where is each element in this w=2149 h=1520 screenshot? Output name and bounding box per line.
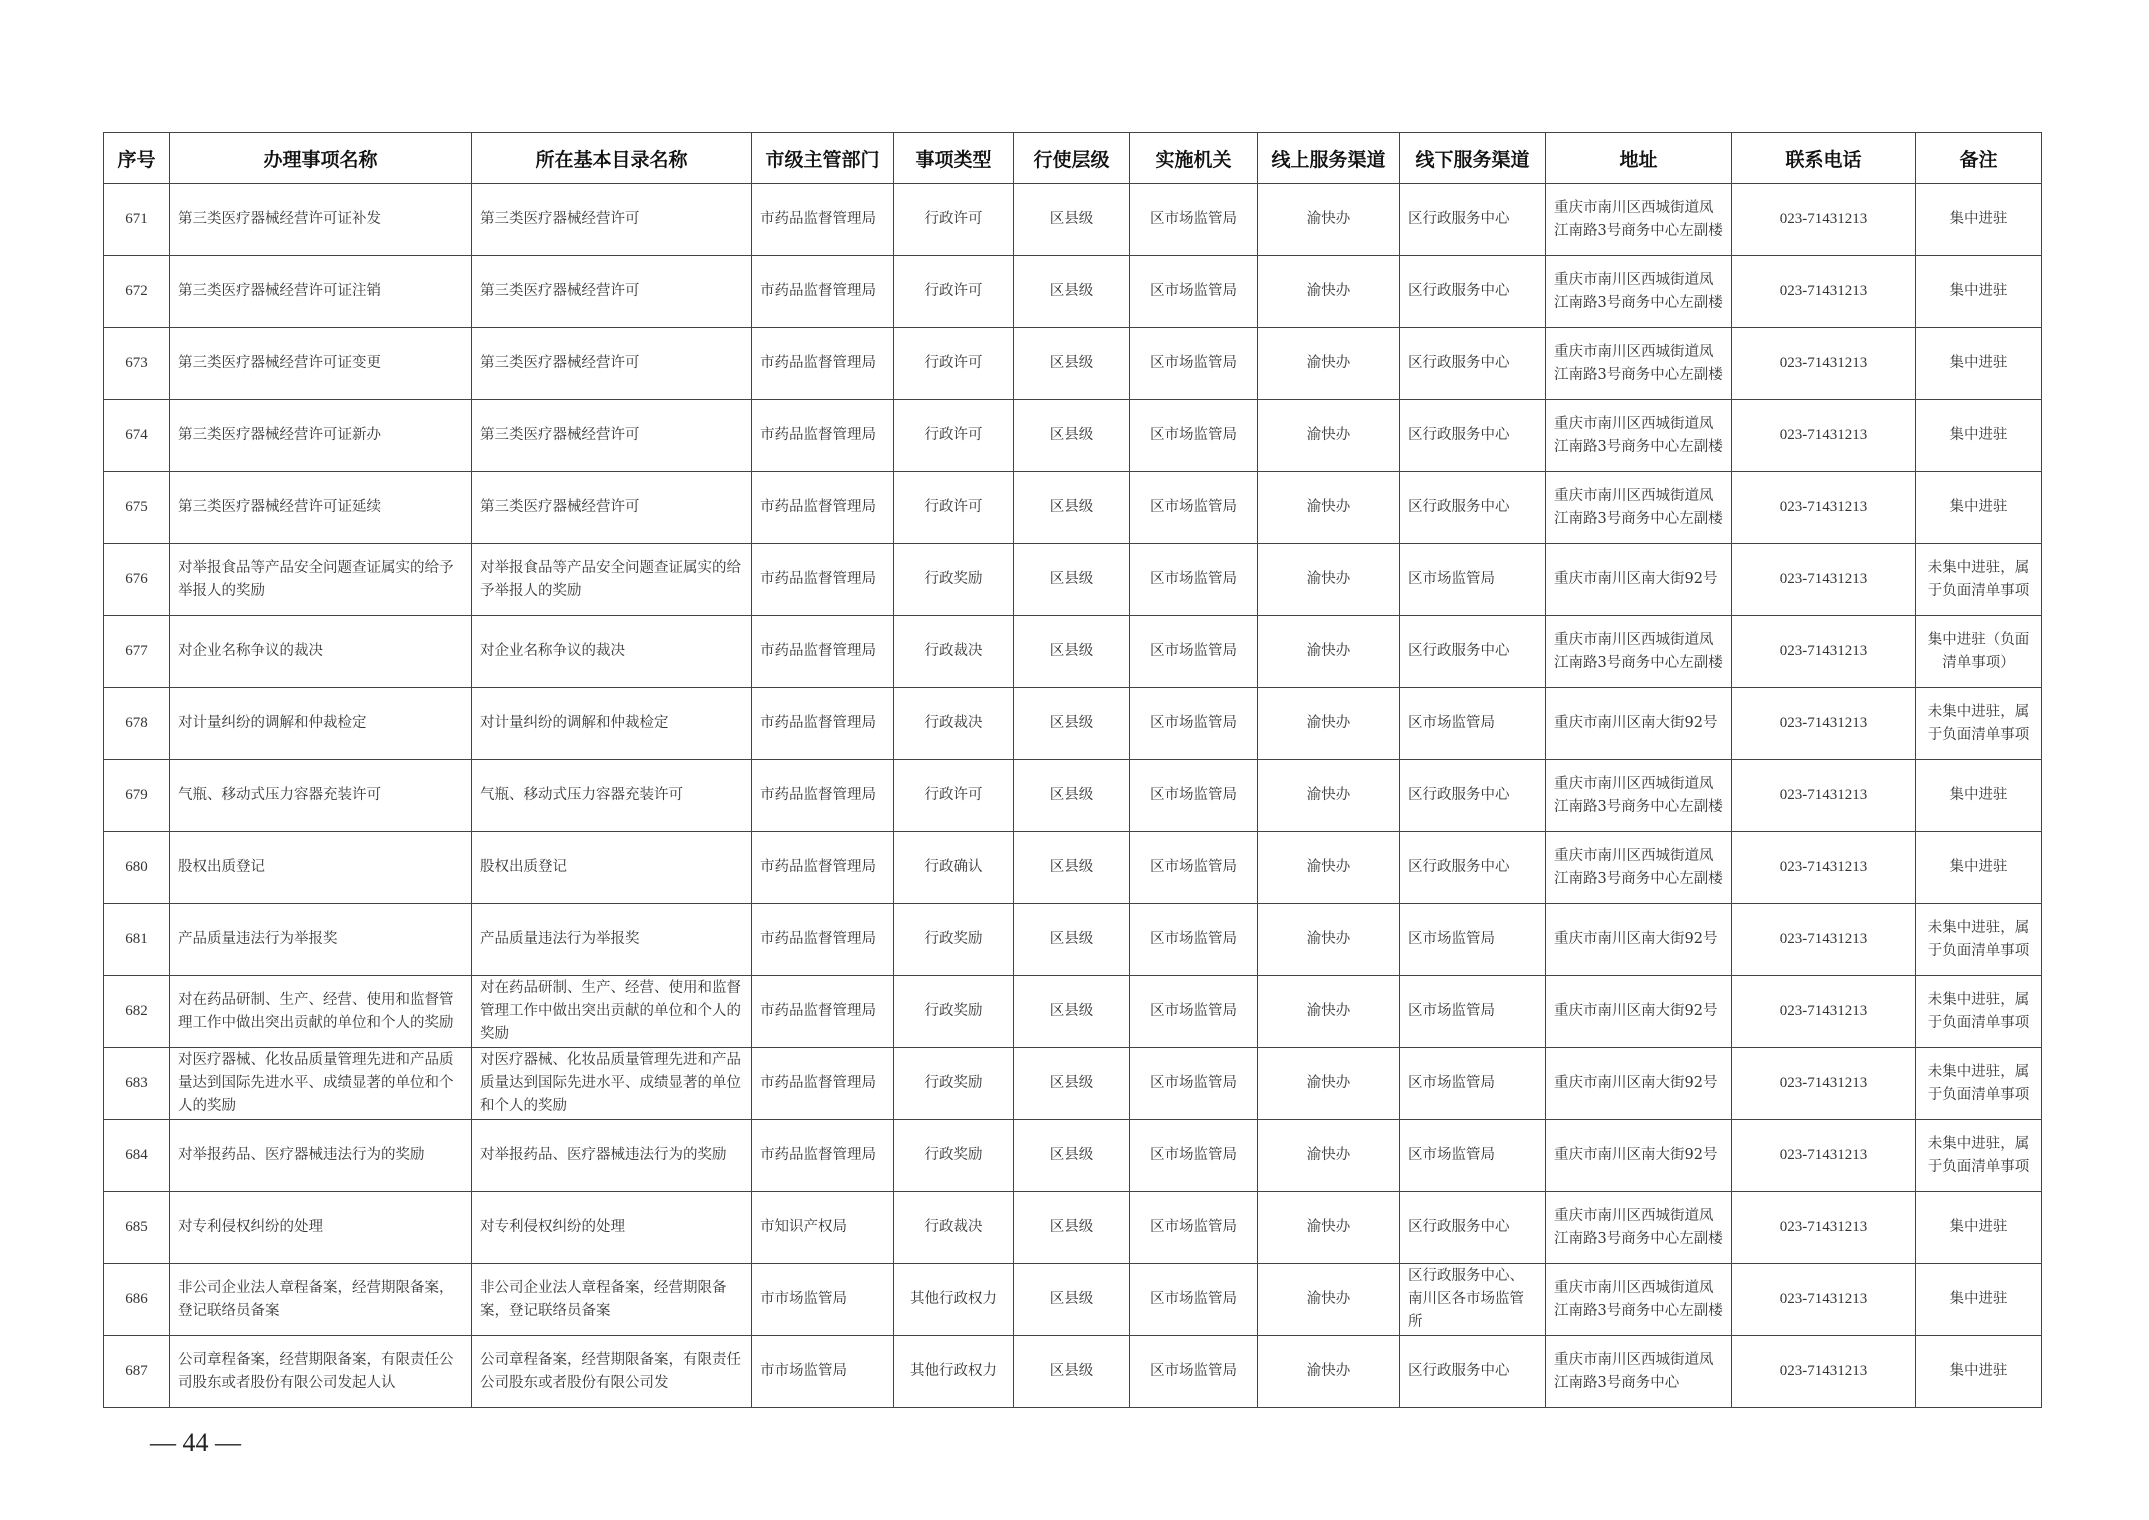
table-row [104, 760, 2042, 832]
cell-remarks: 未集中进驻，属于负面清单事项 [1916, 688, 2042, 760]
table-row [104, 400, 2042, 472]
cell-remarks: 集中进驻 [1916, 400, 2042, 472]
cell-online-channel: 渝快办 [1258, 832, 1400, 904]
cell-item-type: 行政确认 [894, 832, 1014, 904]
cell-seq-no: 671 [104, 184, 170, 256]
column-header-online-channel: 线上服务渠道 [1258, 133, 1400, 184]
cell-seq-no: 685 [104, 1192, 170, 1264]
cell-exercise-level: 区县级 [1014, 544, 1130, 616]
cell-city-department: 市药品监督管理局 [752, 1120, 894, 1192]
cell-exercise-level: 区县级 [1014, 832, 1130, 904]
cell-address: 重庆市南川区西城街道凤江南路3号商务中心左副楼 [1546, 184, 1732, 256]
cell-implementing-agency: 区市场监管局 [1130, 616, 1258, 688]
cell-phone: 023-71431213 [1732, 400, 1916, 472]
cell-remarks: 集中进驻 [1916, 1264, 2042, 1336]
cell-catalog-name: 对举报食品等产品安全问题查证属实的给予举报人的奖励 [472, 544, 752, 616]
cell-city-department: 市药品监督管理局 [752, 544, 894, 616]
table-row [104, 832, 2042, 904]
cell-catalog-name: 对举报药品、医疗器械违法行为的奖励 [472, 1120, 752, 1192]
cell-address: 重庆市南川区西城街道凤江南路3号商务中心左副楼 [1546, 472, 1732, 544]
cell-remarks: 集中进驻 [1916, 256, 2042, 328]
table-row [104, 976, 2042, 1048]
cell-exercise-level: 区县级 [1014, 1120, 1130, 1192]
cell-implementing-agency: 区市场监管局 [1130, 1336, 1258, 1408]
cell-city-department: 市药品监督管理局 [752, 1048, 894, 1120]
cell-implementing-agency: 区市场监管局 [1130, 760, 1258, 832]
cell-remarks: 集中进驻 [1916, 760, 2042, 832]
cell-city-department: 市药品监督管理局 [752, 184, 894, 256]
header-row [104, 133, 2042, 184]
cell-implementing-agency: 区市场监管局 [1130, 1192, 1258, 1264]
cell-item-name: 对举报药品、医疗器械违法行为的奖励 [170, 1120, 472, 1192]
cell-address: 重庆市南川区南大街92号 [1546, 1048, 1732, 1120]
cell-remarks: 未集中进驻，属于负面清单事项 [1916, 1120, 2042, 1192]
cell-exercise-level: 区县级 [1014, 1336, 1130, 1408]
cell-item-name: 第三类医疗器械经营许可证注销 [170, 256, 472, 328]
cell-exercise-level: 区县级 [1014, 1048, 1130, 1120]
cell-item-name: 对举报食品等产品安全问题查证属实的给予举报人的奖励 [170, 544, 472, 616]
cell-offline-channel: 区行政服务中心 [1400, 1192, 1546, 1264]
cell-catalog-name: 第三类医疗器械经营许可 [472, 256, 752, 328]
cell-seq-no: 681 [104, 904, 170, 976]
cell-city-department: 市药品监督管理局 [752, 472, 894, 544]
cell-address: 重庆市南川区西城街道凤江南路3号商务中心左副楼 [1546, 400, 1732, 472]
cell-exercise-level: 区县级 [1014, 1192, 1130, 1264]
cell-remarks: 集中进驻 [1916, 1336, 2042, 1408]
cell-online-channel: 渝快办 [1258, 544, 1400, 616]
cell-implementing-agency: 区市场监管局 [1130, 256, 1258, 328]
cell-address: 重庆市南川区南大街92号 [1546, 904, 1732, 976]
cell-offline-channel: 区行政服务中心 [1400, 1336, 1546, 1408]
cell-seq-no: 675 [104, 472, 170, 544]
cell-online-channel: 渝快办 [1258, 688, 1400, 760]
cell-implementing-agency: 区市场监管局 [1130, 904, 1258, 976]
cell-offline-channel: 区市场监管局 [1400, 976, 1546, 1048]
cell-phone: 023-71431213 [1732, 616, 1916, 688]
cell-city-department: 市药品监督管理局 [752, 400, 894, 472]
cell-address: 重庆市南川区西城街道凤江南路3号商务中心左副楼 [1546, 256, 1732, 328]
cell-implementing-agency: 区市场监管局 [1130, 544, 1258, 616]
cell-exercise-level: 区县级 [1014, 184, 1130, 256]
cell-phone: 023-71431213 [1732, 1192, 1916, 1264]
cell-item-name: 非公司企业法人章程备案，经营期限备案，登记联络员备案 [170, 1264, 472, 1336]
cell-item-name: 第三类医疗器械经营许可证补发 [170, 184, 472, 256]
table-row [104, 1336, 2042, 1408]
cell-item-name: 气瓶、移动式压力容器充装许可 [170, 760, 472, 832]
cell-catalog-name: 产品质量违法行为举报奖 [472, 904, 752, 976]
cell-online-channel: 渝快办 [1258, 1048, 1400, 1120]
cell-catalog-name: 对计量纠纷的调解和仲裁检定 [472, 688, 752, 760]
cell-seq-no: 677 [104, 616, 170, 688]
cell-phone: 023-71431213 [1732, 184, 1916, 256]
cell-implementing-agency: 区市场监管局 [1130, 184, 1258, 256]
cell-offline-channel: 区市场监管局 [1400, 1048, 1546, 1120]
cell-online-channel: 渝快办 [1258, 1336, 1400, 1408]
cell-phone: 023-71431213 [1732, 256, 1916, 328]
cell-item-type: 行政奖励 [894, 1120, 1014, 1192]
cell-city-department: 市药品监督管理局 [752, 256, 894, 328]
column-header-catalog-name: 所在基本目录名称 [472, 133, 752, 184]
cell-item-type: 行政奖励 [894, 976, 1014, 1048]
cell-phone: 023-71431213 [1732, 904, 1916, 976]
cell-offline-channel: 区行政服务中心 [1400, 400, 1546, 472]
page-number: — 44 — [150, 1428, 241, 1457]
cell-item-type: 行政许可 [894, 256, 1014, 328]
cell-exercise-level: 区县级 [1014, 400, 1130, 472]
cell-city-department: 市药品监督管理局 [752, 832, 894, 904]
cell-seq-no: 674 [104, 400, 170, 472]
table-body [104, 184, 2042, 1408]
column-header-item-name: 办理事项名称 [170, 133, 472, 184]
cell-remarks: 未集中进驻，属于负面清单事项 [1916, 976, 2042, 1048]
column-header-exercise-level: 行使层级 [1014, 133, 1130, 184]
cell-exercise-level: 区县级 [1014, 1264, 1130, 1336]
cell-online-channel: 渝快办 [1258, 976, 1400, 1048]
table-row [104, 1048, 2042, 1120]
cell-offline-channel: 区行政服务中心 [1400, 832, 1546, 904]
cell-city-department: 市药品监督管理局 [752, 760, 894, 832]
cell-offline-channel: 区行政服务中心 [1400, 256, 1546, 328]
cell-item-name: 对企业名称争议的裁决 [170, 616, 472, 688]
cell-address: 重庆市南川区南大街92号 [1546, 688, 1732, 760]
table-row [104, 1264, 2042, 1336]
cell-implementing-agency: 区市场监管局 [1130, 328, 1258, 400]
cell-address: 重庆市南川区西城街道凤江南路3号商务中心左副楼 [1546, 760, 1732, 832]
cell-catalog-name: 非公司企业法人章程备案，经营期限备案，登记联络员备案 [472, 1264, 752, 1336]
cell-remarks: 未集中进驻，属于负面清单事项 [1916, 1048, 2042, 1120]
cell-catalog-name: 气瓶、移动式压力容器充装许可 [472, 760, 752, 832]
cell-seq-no: 682 [104, 976, 170, 1048]
cell-item-type: 行政许可 [894, 472, 1014, 544]
cell-item-type: 行政奖励 [894, 904, 1014, 976]
cell-item-type: 行政许可 [894, 760, 1014, 832]
cell-seq-no: 676 [104, 544, 170, 616]
cell-seq-no: 687 [104, 1336, 170, 1408]
cell-exercise-level: 区县级 [1014, 472, 1130, 544]
column-header-offline-channel: 线下服务渠道 [1400, 133, 1546, 184]
cell-exercise-level: 区县级 [1014, 328, 1130, 400]
cell-phone: 023-71431213 [1732, 688, 1916, 760]
cell-city-department: 市药品监督管理局 [752, 616, 894, 688]
cell-item-type: 行政许可 [894, 184, 1014, 256]
cell-offline-channel: 区市场监管局 [1400, 544, 1546, 616]
cell-remarks: 集中进驻 [1916, 184, 2042, 256]
cell-remarks: 集中进驻 [1916, 472, 2042, 544]
cell-offline-channel: 区市场监管局 [1400, 688, 1546, 760]
table-row [104, 616, 2042, 688]
cell-offline-channel: 区市场监管局 [1400, 904, 1546, 976]
service-items-table-wrapper [103, 132, 2041, 1408]
cell-phone: 023-71431213 [1732, 1120, 1916, 1192]
cell-implementing-agency: 区市场监管局 [1130, 400, 1258, 472]
cell-item-name: 对在药品研制、生产、经营、使用和监督管理工作中做出突出贡献的单位和个人的奖励 [170, 976, 472, 1048]
cell-remarks: 未集中进驻，属于负面清单事项 [1916, 904, 2042, 976]
cell-address: 重庆市南川区南大街92号 [1546, 544, 1732, 616]
cell-phone: 023-71431213 [1732, 328, 1916, 400]
cell-catalog-name: 公司章程备案，经营期限备案，有限责任公司股东或者股份有限公司发 [472, 1336, 752, 1408]
cell-offline-channel: 区行政服务中心 [1400, 328, 1546, 400]
table-row [104, 328, 2042, 400]
table-header [104, 133, 2042, 184]
cell-item-name: 股权出质登记 [170, 832, 472, 904]
cell-item-type: 其他行政权力 [894, 1264, 1014, 1336]
cell-remarks: 集中进驻 [1916, 832, 2042, 904]
cell-remarks: 集中进驻 [1916, 1192, 2042, 1264]
cell-city-department: 市药品监督管理局 [752, 688, 894, 760]
cell-catalog-name: 股权出质登记 [472, 832, 752, 904]
cell-online-channel: 渝快办 [1258, 1192, 1400, 1264]
cell-city-department: 市知识产权局 [752, 1192, 894, 1264]
cell-item-type: 行政奖励 [894, 1048, 1014, 1120]
cell-item-type: 其他行政权力 [894, 1336, 1014, 1408]
cell-exercise-level: 区县级 [1014, 976, 1130, 1048]
cell-address: 重庆市南川区西城街道凤江南路3号商务中心 [1546, 1336, 1732, 1408]
cell-item-type: 行政裁决 [894, 1192, 1014, 1264]
cell-implementing-agency: 区市场监管局 [1130, 1048, 1258, 1120]
cell-offline-channel: 区市场监管局 [1400, 1120, 1546, 1192]
cell-remarks: 集中进驻 [1916, 328, 2042, 400]
cell-item-name: 对专利侵权纠纷的处理 [170, 1192, 472, 1264]
cell-phone: 023-71431213 [1732, 760, 1916, 832]
cell-exercise-level: 区县级 [1014, 616, 1130, 688]
table-row [104, 472, 2042, 544]
cell-seq-no: 684 [104, 1120, 170, 1192]
cell-exercise-level: 区县级 [1014, 688, 1130, 760]
cell-item-type: 行政裁决 [894, 616, 1014, 688]
cell-online-channel: 渝快办 [1258, 760, 1400, 832]
cell-seq-no: 683 [104, 1048, 170, 1120]
table-row [104, 256, 2042, 328]
table-row [104, 1120, 2042, 1192]
cell-city-department: 市药品监督管理局 [752, 904, 894, 976]
cell-implementing-agency: 区市场监管局 [1130, 832, 1258, 904]
cell-address: 重庆市南川区西城街道凤江南路3号商务中心左副楼 [1546, 1192, 1732, 1264]
cell-implementing-agency: 区市场监管局 [1130, 472, 1258, 544]
cell-seq-no: 678 [104, 688, 170, 760]
cell-city-department: 市药品监督管理局 [752, 976, 894, 1048]
cell-remarks: 未集中进驻，属于负面清单事项 [1916, 544, 2042, 616]
cell-phone: 023-71431213 [1732, 1264, 1916, 1336]
cell-online-channel: 渝快办 [1258, 328, 1400, 400]
cell-offline-channel: 区行政服务中心 [1400, 760, 1546, 832]
cell-exercise-level: 区县级 [1014, 904, 1130, 976]
cell-item-name: 公司章程备案，经营期限备案，有限责任公司股东或者股份有限公司发起人认 [170, 1336, 472, 1408]
cell-catalog-name: 对专利侵权纠纷的处理 [472, 1192, 752, 1264]
cell-phone: 023-71431213 [1732, 976, 1916, 1048]
table-row [104, 184, 2042, 256]
cell-seq-no: 672 [104, 256, 170, 328]
cell-offline-channel: 区行政服务中心 [1400, 616, 1546, 688]
column-header-seq-no: 序号 [104, 133, 170, 184]
column-header-remarks: 备注 [1916, 133, 2042, 184]
cell-catalog-name: 第三类医疗器械经营许可 [472, 184, 752, 256]
cell-online-channel: 渝快办 [1258, 1264, 1400, 1336]
cell-implementing-agency: 区市场监管局 [1130, 1120, 1258, 1192]
table-row [104, 1192, 2042, 1264]
cell-address: 重庆市南川区南大街92号 [1546, 976, 1732, 1048]
cell-item-type: 行政许可 [894, 328, 1014, 400]
cell-catalog-name: 第三类医疗器械经营许可 [472, 472, 752, 544]
cell-address: 重庆市南川区西城街道凤江南路3号商务中心左副楼 [1546, 1264, 1732, 1336]
cell-item-type: 行政许可 [894, 400, 1014, 472]
column-header-city-department: 市级主管部门 [752, 133, 894, 184]
cell-city-department: 市市场监管局 [752, 1264, 894, 1336]
cell-online-channel: 渝快办 [1258, 616, 1400, 688]
cell-item-name: 对计量纠纷的调解和仲裁检定 [170, 688, 472, 760]
cell-item-name: 对医疗器械、化妆品质量管理先进和产品质量达到国际先进水平、成绩显著的单位和个人的奖励 [170, 1048, 472, 1120]
cell-online-channel: 渝快办 [1258, 904, 1400, 976]
cell-catalog-name: 对在药品研制、生产、经营、使用和监督管理工作中做出突出贡献的单位和个人的奖励 [472, 976, 752, 1048]
cell-item-name: 产品质量违法行为举报奖 [170, 904, 472, 976]
cell-seq-no: 679 [104, 760, 170, 832]
cell-catalog-name: 第三类医疗器械经营许可 [472, 328, 752, 400]
cell-offline-channel: 区行政服务中心 [1400, 184, 1546, 256]
cell-online-channel: 渝快办 [1258, 472, 1400, 544]
cell-offline-channel: 区行政服务中心、南川区各市场监管所 [1400, 1264, 1546, 1336]
cell-phone: 023-71431213 [1732, 832, 1916, 904]
cell-phone: 023-71431213 [1732, 544, 1916, 616]
cell-catalog-name: 对企业名称争议的裁决 [472, 616, 752, 688]
column-header-phone: 联系电话 [1732, 133, 1916, 184]
table-row [104, 688, 2042, 760]
cell-exercise-level: 区县级 [1014, 760, 1130, 832]
cell-item-name: 第三类医疗器械经营许可证新办 [170, 400, 472, 472]
cell-online-channel: 渝快办 [1258, 184, 1400, 256]
column-header-address: 地址 [1546, 133, 1732, 184]
cell-address: 重庆市南川区西城街道凤江南路3号商务中心左副楼 [1546, 832, 1732, 904]
cell-implementing-agency: 区市场监管局 [1130, 688, 1258, 760]
cell-exercise-level: 区县级 [1014, 256, 1130, 328]
cell-implementing-agency: 区市场监管局 [1130, 1264, 1258, 1336]
cell-catalog-name: 对医疗器械、化妆品质量管理先进和产品质量达到国际先进水平、成绩显著的单位和个人的奖励 [472, 1048, 752, 1120]
cell-online-channel: 渝快办 [1258, 256, 1400, 328]
cell-phone: 023-71431213 [1732, 472, 1916, 544]
cell-implementing-agency: 区市场监管局 [1130, 976, 1258, 1048]
cell-item-name: 第三类医疗器械经营许可证变更 [170, 328, 472, 400]
service-items-table [103, 132, 2042, 1408]
cell-address: 重庆市南川区西城街道凤江南路3号商务中心左副楼 [1546, 616, 1732, 688]
cell-address: 重庆市南川区南大街92号 [1546, 1120, 1732, 1192]
column-header-implementing-agency: 实施机关 [1130, 133, 1258, 184]
cell-catalog-name: 第三类医疗器械经营许可 [472, 400, 752, 472]
cell-phone: 023-71431213 [1732, 1336, 1916, 1408]
cell-seq-no: 673 [104, 328, 170, 400]
cell-city-department: 市药品监督管理局 [752, 328, 894, 400]
cell-phone: 023-71431213 [1732, 1048, 1916, 1120]
cell-offline-channel: 区行政服务中心 [1400, 472, 1546, 544]
table-row [104, 544, 2042, 616]
cell-item-type: 行政裁决 [894, 688, 1014, 760]
cell-item-name: 第三类医疗器械经营许可证延续 [170, 472, 472, 544]
cell-remarks: 集中进驻（负面清单事项） [1916, 616, 2042, 688]
column-header-item-type: 事项类型 [894, 133, 1014, 184]
cell-seq-no: 686 [104, 1264, 170, 1336]
cell-city-department: 市市场监管局 [752, 1336, 894, 1408]
cell-item-type: 行政奖励 [894, 544, 1014, 616]
table-row [104, 904, 2042, 976]
cell-seq-no: 680 [104, 832, 170, 904]
cell-online-channel: 渝快办 [1258, 400, 1400, 472]
cell-online-channel: 渝快办 [1258, 1120, 1400, 1192]
cell-address: 重庆市南川区西城街道凤江南路3号商务中心左副楼 [1546, 328, 1732, 400]
